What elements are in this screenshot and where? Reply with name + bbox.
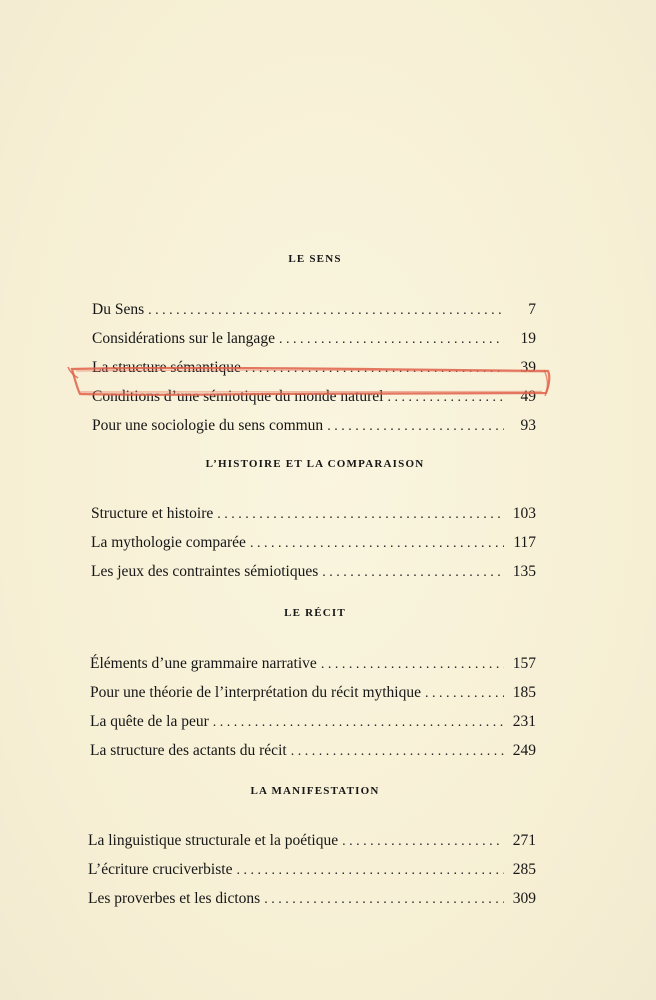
dot-leader [387,383,504,412]
toc-entry[interactable] [90,678,536,707]
toc-entry[interactable] [92,411,536,440]
entry-title: Considérations sur le langage [92,330,275,347]
entry-page-number: 7 [528,301,536,318]
dot-leader [213,708,504,737]
dot-leader [217,500,504,529]
dot-leader [291,737,504,766]
toc-entry[interactable] [90,707,536,736]
entry-page-number: 103 [512,505,536,522]
entry-title: Pour une théorie de l’interprétation du récit mythique [90,684,421,701]
entry-page-number: 39 [520,359,536,376]
entry-title: Les jeux des contraintes sémiotiques [91,563,319,580]
entry-page-number: 285 [512,861,536,878]
section-heading: LE SENS [288,253,342,265]
entry-title: La linguistique structurale et la poétique [88,832,339,849]
entry-title: La structure sémantique [92,359,241,376]
toc-entry-highlighted[interactable] [92,382,536,411]
entry-title: Conditions d’une sémiotique du monde naturel [92,388,384,405]
entry-page-number: 49 [520,388,536,405]
section-heading: LE RÉCIT [284,607,346,619]
entry-page-number: 117 [513,534,536,551]
dot-leader [264,885,504,914]
toc-entry[interactable] [92,353,536,382]
entry-title: Structure et histoire [91,505,214,522]
toc-entry[interactable] [92,324,536,353]
toc-section-manifestation [86,780,536,913]
toc-entry[interactable] [90,736,536,765]
dot-leader [342,827,504,856]
entry-title: La mythologie comparée [91,534,246,551]
entry-page-number: 185 [512,684,536,701]
entry-page-number: 135 [512,563,536,580]
dot-leader [322,558,504,587]
dot-leader [327,412,504,441]
toc-section-le-sens [86,248,536,440]
entry-title: Pour une sociologie du sens commun [92,417,324,434]
toc-entry[interactable] [90,649,536,678]
dot-leader [148,296,504,325]
toc-entry[interactable] [88,826,536,855]
entry-page-number: 271 [512,832,536,849]
toc-entry[interactable] [91,528,536,557]
entry-page-number: 157 [512,655,536,672]
toc-entry[interactable] [88,884,536,913]
toc-entry[interactable] [91,499,536,528]
entry-page-number: 249 [512,742,536,759]
toc-section-recit [86,602,536,765]
toc-entry[interactable] [91,557,536,586]
entry-page-number: 19 [520,330,536,347]
entry-title: Les proverbes et les dictons [88,890,261,907]
entry-title: Du Sens [92,301,145,318]
entry-page-number: 93 [520,417,536,434]
entry-page-number: 309 [512,890,536,907]
dot-leader [425,679,504,708]
dot-leader [245,354,504,383]
entry-title: L’écriture cruciverbiste [88,861,233,878]
toc-entry[interactable] [92,295,536,324]
entry-title: La quête de la peur [90,713,209,730]
dot-leader [250,529,504,558]
dot-leader [279,325,504,354]
dot-leader [236,856,504,885]
entry-title: La structure des actants du récit [90,742,287,759]
entry-page-number: 231 [512,713,536,730]
entry-title: Éléments d’une grammaire narrative [90,655,317,672]
section-heading: L’HISTOIRE ET LA COMPARAISON [205,458,425,470]
toc-entry[interactable] [88,855,536,884]
section-heading: LA MANIFESTATION [250,785,380,797]
dot-leader [321,650,504,679]
toc-section-histoire [86,453,536,586]
